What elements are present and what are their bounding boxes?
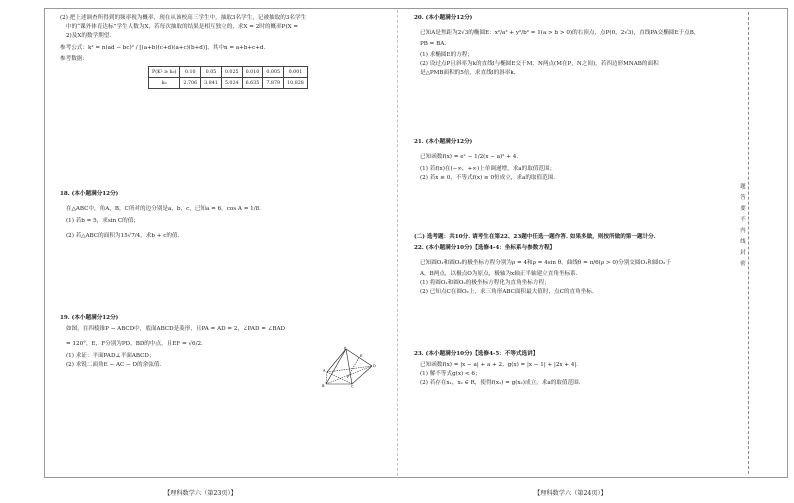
q21-part-1: (1) 若f(x)在(−∞，+∞)上单调递增，求a的取值范围；	[420, 166, 556, 172]
q19-line-1: 如图，在四棱锥P − ABCD中，底面ABCD是菱形，且PA = AD = 2，∠PAD = ∠BAD	[66, 326, 286, 332]
label-A: A	[323, 368, 326, 373]
table-cell: 0.001	[284, 67, 308, 78]
question-23	[414, 350, 714, 388]
edge-PB	[326, 346, 347, 384]
table-row	[149, 78, 308, 89]
q20-part-2b: 是△PMB面积的5倍，求直线l的斜率k.	[420, 70, 516, 76]
q22-heading: 22. (本小题满分10分)【选修4-4：坐标系与参数方程】	[414, 245, 556, 251]
q17-line-3: 2)及X的数学期望.	[66, 33, 112, 39]
pyramid-figure	[322, 346, 380, 388]
seal-char: 内	[740, 228, 746, 234]
footer-page-24: 【理科数学六（第24页）】	[534, 490, 607, 497]
q18-part-1: (1) 若b = 5，求sin C的值；	[66, 218, 139, 224]
q19-part-2: (2) 求锐二面角E − AC − D的余弦值.	[66, 362, 162, 368]
table-row	[149, 67, 308, 78]
seal-char: 答	[740, 195, 746, 201]
table-cell: 7.879	[263, 78, 284, 89]
label-E: E	[360, 354, 363, 358]
label-B: B	[322, 384, 325, 388]
question-17-tail	[60, 14, 360, 89]
label-P: P	[344, 346, 347, 351]
table-cell: 0.010	[242, 67, 263, 78]
q17-formula: 参考公式：k² = n(ad − bc)² / [(a+b)(c+d)(a+c)(b+d)]，其中n = a+b+c+d.	[60, 45, 266, 51]
q18-heading: 18. (本小题满分12分)	[60, 191, 119, 197]
label-F: F	[347, 375, 350, 379]
optional-section	[414, 233, 714, 242]
q17-data-label: 参考数据：	[60, 56, 88, 62]
seal-line	[748, 12, 749, 474]
seal-char: 线	[740, 239, 746, 245]
q19-part-1: (1) 求证：平面PAD⊥平面ABCD；	[66, 353, 155, 359]
footer-page-23: 【理科数学六（第23页）】	[164, 490, 237, 497]
q22-line-2: A，B两点，以极点O为原点，极轴为x轴正半轴建立直角坐标系.	[420, 271, 578, 277]
q22-part-1: (1) 将圆O₁和圆O₂的极坐标方程化为直角坐标方程；	[420, 280, 550, 286]
q23-part-1: (1) 解不等式g(x) < 6；	[420, 371, 481, 377]
table-cell: 0.10	[180, 67, 201, 78]
q22-part-2: (2) 已知点C在圆O₂上，求三角形ABC面积最大值时，点C的直角坐标.	[420, 289, 594, 295]
question-22	[414, 244, 714, 297]
q20-part-1: (1) 求椭圆E的方程；	[420, 52, 473, 58]
seal-char: 封	[740, 250, 746, 256]
seal-char: 不	[740, 217, 746, 223]
table-cell: 0.025	[221, 67, 242, 78]
q19-heading: 19. (本小题满分12分)	[60, 315, 119, 321]
table-cell: 0.05	[201, 67, 222, 78]
table-cell: 3.841	[201, 78, 222, 89]
critical-value-table	[148, 66, 308, 89]
edge-PA	[327, 346, 347, 372]
seal-char: 要	[740, 206, 746, 212]
q17-line-1: (2) 把上述调查所得到的频率视为概率，现在从该校高三学生中，抽取3名学生，记被抽取的3名学生	[60, 15, 307, 21]
table-cell: k₀	[149, 78, 180, 89]
q23-stem: 已知函数f(x) = |x − a| + a + 2，g(x) = |x − 1| + |2x + 4|.	[420, 362, 579, 368]
q21-stem: 已知函数f(x) = eˣ − 1/2(x − a)² + 4.	[420, 154, 519, 160]
table-cell: 5.024	[221, 78, 242, 89]
table-cell: 2.706	[180, 78, 201, 89]
label-C: C	[351, 384, 354, 388]
question-20	[414, 14, 714, 78]
q20-part-2a: (2) 设过点P且斜率为k的直线l与椭圆E交于M，N两点(M在P，N之间)，若四边形MNAB的面积	[420, 61, 659, 67]
seal-notice	[738, 182, 748, 270]
seal-char: 密	[740, 261, 746, 267]
optional-heading: (二) 选考题：共10分. 请考生在第22、23题中任选一题作答. 如果多做，则按所做的第一题计分.	[414, 234, 656, 240]
q20-line-2: PB = BA.	[420, 41, 447, 47]
table-cell: 6.635	[242, 78, 263, 89]
q20-heading: 20. (本小题满分12分)	[414, 15, 473, 21]
q23-heading: 23. (本小题满分10分)【选修4-5：不等式选讲】	[414, 351, 539, 357]
question-19	[60, 314, 376, 388]
q17-line-2: 中的“课外体育达标”学生人数为X，若每次抽取的结果是相互独立的，求X = 2时的概率P(X =	[66, 24, 299, 30]
segment-EF	[349, 358, 359, 376]
label-D: D	[373, 364, 376, 368]
seal-char: 题	[740, 184, 746, 190]
table-cell: 0.005	[263, 67, 284, 78]
q21-part-2: (2) 若x ≥ 0，不等式f(x) ≥ 0恒成立，求a的取值范围.	[420, 175, 556, 181]
q19-line-2: = 120°，E，F分别为PD，BD的中点，且EF = √6/2.	[66, 341, 203, 347]
q22-line-1: 已知圆O₁和圆O₂的极坐标方程分别为ρ = 4和ρ = 4sin θ，曲线θ = π/6(ρ > 0)分别交圆O₁和圆O₂于	[420, 260, 671, 266]
edge-CD	[352, 366, 372, 384]
binding-strip	[730, 12, 764, 474]
question-21	[414, 138, 714, 183]
q23-part-2: (2) 若存在x₁，x₂ ∈ R，使得f(x₁) = g(x₂)成立，求a的取值范围.	[420, 380, 581, 386]
q18-stem: 在△ABC中，角A，B，C所对的边分别是a，b，c，已知a = 6，cos A = 1/8.	[66, 206, 261, 212]
q21-heading: 21. (本小题满分12分)	[414, 139, 473, 145]
table-cell: 10.828	[284, 78, 308, 89]
page-divider	[397, 10, 398, 476]
q18-part-2: (2) 若△ABC的面积为15√7/4，求b + c的值.	[66, 233, 180, 239]
question-18	[60, 190, 360, 241]
q20-line-1: 已知A是焦距为2√3的椭圆E：x²/a² + y²/b² = 1(a > b > 0)的右顶点，点P(0，2√3)，直线PA交椭圆E于点B，	[420, 30, 700, 36]
table-cell: P(K² ≥ k₀)	[149, 67, 180, 78]
